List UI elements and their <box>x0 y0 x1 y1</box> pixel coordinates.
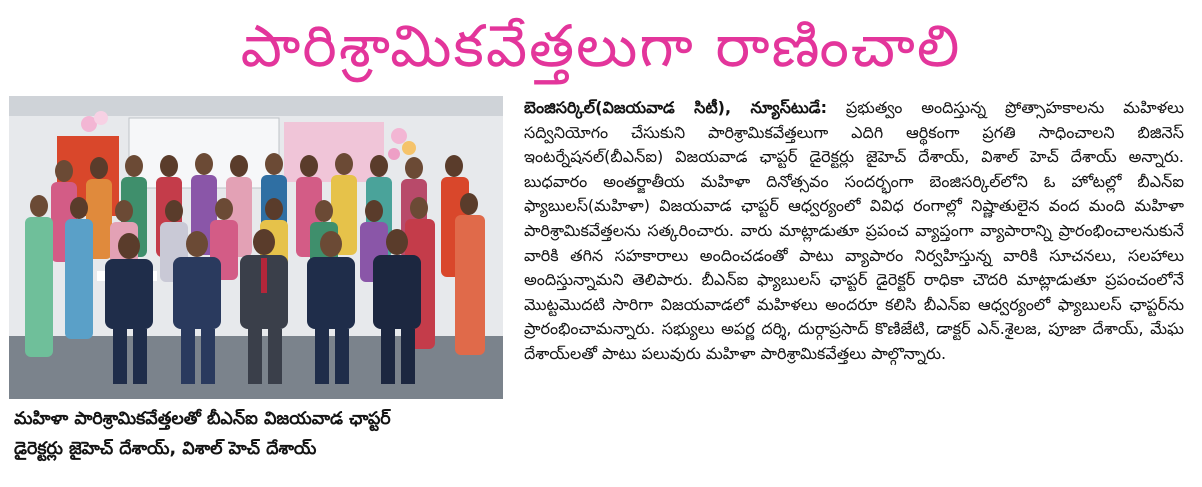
dateline: బెంజిసర్కిల్(విజయవాడ సిటీ), న్యూస్‌టుడే: <box>524 98 828 117</box>
photo-caption: మహిళా పారిశ్రామికవేత్తలతో బీఎన్ఐ విజయవాడ ఛాప్టర్ డైరెక్టర్లు జైహెచ్ దేశాయ్, విశాల్ హెచ్ దేశాయ్ <box>14 409 391 459</box>
group-photo <box>9 96 503 399</box>
article-body <box>524 96 1184 367</box>
article-text: ప్రభుత్వం అందిస్తున్న ప్రోత్సాహకాలను మహిళలు సద్వినియోగం చేసుకుని పారిశ్రామికవేత్తలుగా ఎదిగి ఆర్థికంగా ప్రగతి సాధించాలని బిజినెస్ ఇంటర్నేషనల్(బీఎన్ఐ) విజయవాడ ఛాప్టర్ డైరెక్టర్లు జైహెచ్ దేశాయ్, విశాల్ హెచ్ దేశాయ్ అన్నారు. బుధవారం అంతర్జాతీయ మహిళా దినోత్సవం సందర్భంగా బెంజిసర్కిల్‌లోని ఓ హోటల్లో బీఎన్ఐ ఫ్యాబులస్(మహిళా) విజయవాడ ఛాప్టర్ ఆధ్వర్యంలో వివిధ రంగాల్లో నిష్ణాతులైన వంద మంది మహిళా పారిశ్రామికవేత్తలను సత్కరించారు. వారు మాట్లాడుతూ ప్రపంచ వ్యాప్తంగా వ్యాపారాన్ని ప్రారంభించాలనుకునే వారికి తగిన సహకారాలు అందించడంతో పాటు వ్యాపారం నిర్వహిస్తున్న వారికి సూచనలు, సలహాలు అందిస్తున్నామని తెలిపారు. బీఎన్ఐ ఫ్యాబులస్ ఛాప్టర్ డైరెక్టర్ రాధికా చౌదరి మాట్లాడుతూ ప్రపంచంలోనే మొట్టమొదటి సారిగా విజయవాడలో మహిళలు అందరూ కలిసి బీఎన్ఐ ఆధ్వర్యంలో ఫ్యాబులస్ ఛాప్టర్‌ను ప్రారంభించామన్నారు. సభ్యులు అపర్ణ దర్శి, దుర్గాప్రసాద్ కొణిజేటి, డాక్టర్ ఎన్.శైలజ, పూజా దేశాయ్, మేఘ దేశాయ్‌లతో పాటు పలువురు మహిళా పారిశ్రామికవేత్తలు పాల్గొన్నారు. <box>524 98 1184 363</box>
headline: పారిశ్రామికవేత్తలుగా రాణించాలి <box>240 12 962 80</box>
